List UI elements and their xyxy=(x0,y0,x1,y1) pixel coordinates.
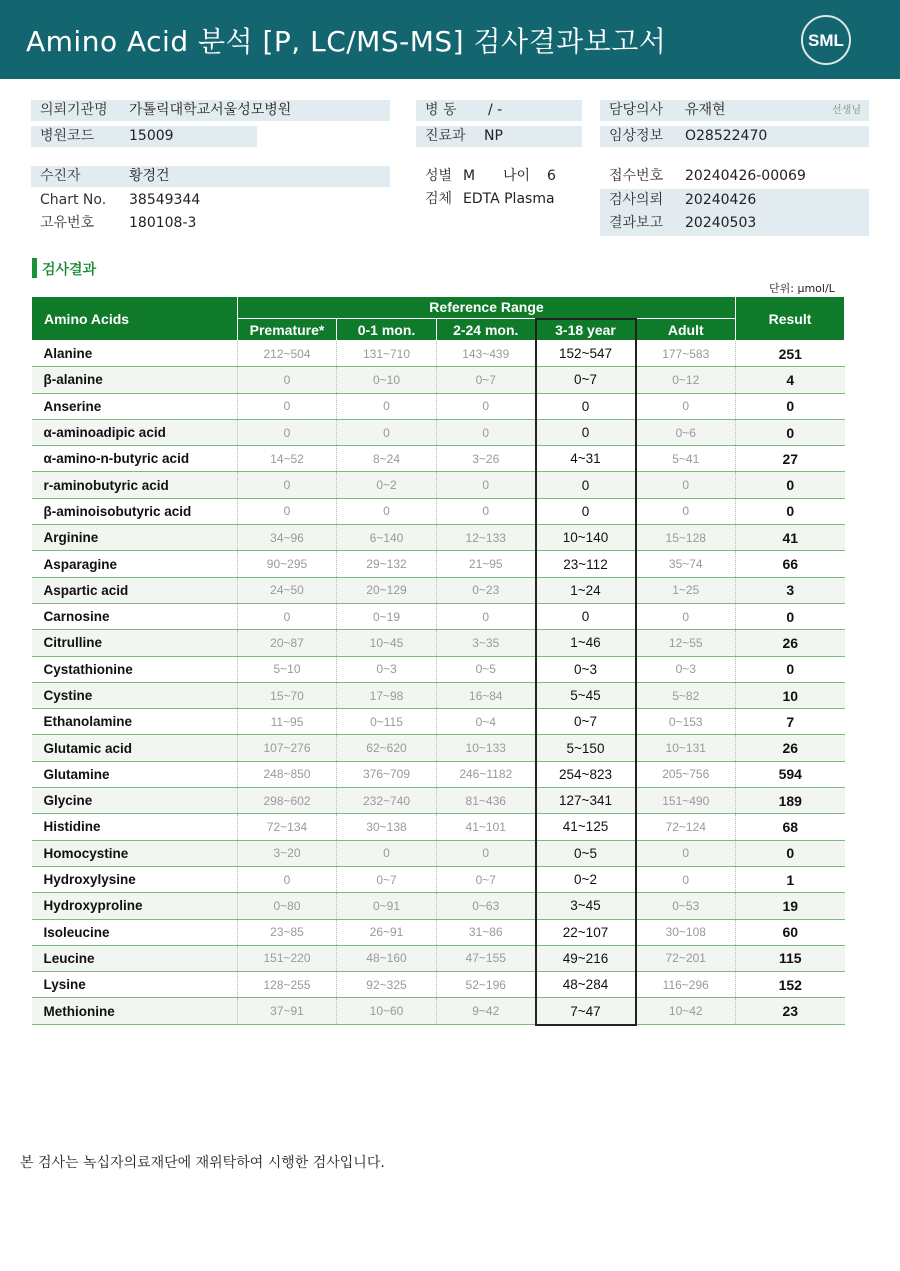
range-adult: 0 xyxy=(636,603,736,629)
chart-no-field xyxy=(31,190,390,211)
range-2-24-mon: 47~155 xyxy=(437,945,536,971)
dates-panel xyxy=(600,189,869,236)
amino-acid-name: Alanine xyxy=(32,341,238,367)
range-0-1-mon: 232~740 xyxy=(337,788,437,814)
range-0-1-mon: 8~24 xyxy=(337,446,437,472)
header-premature: Premature* xyxy=(238,319,337,341)
result-value: 189 xyxy=(736,788,845,814)
amino-acid-name: Histidine xyxy=(32,814,238,840)
range-3-18-year: 152~547 xyxy=(536,341,636,367)
range-premature: 3~20 xyxy=(238,840,337,866)
clinical-info-value: O28522470 xyxy=(685,128,768,144)
range-premature: 37~91 xyxy=(238,998,337,1025)
range-premature: 0 xyxy=(238,419,337,445)
amino-acid-name: Glutamic acid xyxy=(32,735,238,761)
range-0-1-mon: 0~91 xyxy=(337,893,437,919)
specimen-label: 검체 xyxy=(425,191,453,207)
range-2-24-mon: 0~63 xyxy=(437,893,536,919)
range-0-1-mon: 131~710 xyxy=(337,341,437,367)
range-premature: 128~255 xyxy=(238,972,337,998)
specimen-value: EDTA Plasma xyxy=(463,191,555,207)
amino-acid-name: Arginine xyxy=(32,525,238,551)
range-adult: 0 xyxy=(636,840,736,866)
result-value: 10 xyxy=(736,682,845,708)
requesting-org-label: 의뢰기관명 xyxy=(40,102,108,118)
result-value: 0 xyxy=(736,472,845,498)
table-row xyxy=(32,577,845,603)
range-2-24-mon: 0 xyxy=(437,472,536,498)
range-premature: 20~87 xyxy=(238,630,337,656)
ward-field xyxy=(416,100,582,121)
range-2-24-mon: 0 xyxy=(437,419,536,445)
range-premature: 298~602 xyxy=(238,788,337,814)
range-0-1-mon: 20~129 xyxy=(337,577,437,603)
result-value: 19 xyxy=(736,893,845,919)
result-value: 0 xyxy=(736,840,845,866)
range-2-24-mon: 12~133 xyxy=(437,525,536,551)
test-request-label: 검사의뢰 xyxy=(609,192,664,208)
range-0-1-mon: 30~138 xyxy=(337,814,437,840)
chart-no-value: 38549344 xyxy=(129,192,201,208)
range-premature: 23~85 xyxy=(238,919,337,945)
range-0-1-mon: 29~132 xyxy=(337,551,437,577)
range-0-1-mon: 0 xyxy=(337,840,437,866)
table-row xyxy=(32,393,845,419)
range-adult: 5~82 xyxy=(636,682,736,708)
amino-acid-name: α-aminoadipic acid xyxy=(32,419,238,445)
range-3-18-year: 48~284 xyxy=(536,972,636,998)
range-premature: 14~52 xyxy=(238,446,337,472)
doctor-suffix: 선생님 xyxy=(832,105,861,116)
table-row xyxy=(32,419,845,445)
clinical-info-label: 임상정보 xyxy=(609,128,664,144)
range-2-24-mon: 0 xyxy=(437,603,536,629)
range-premature: 0 xyxy=(238,472,337,498)
svg-text:SML: SML xyxy=(808,31,844,50)
range-premature: 107~276 xyxy=(238,735,337,761)
table-row xyxy=(32,893,845,919)
table-row xyxy=(32,735,845,761)
department-value: NP xyxy=(484,128,503,144)
range-adult: 15~128 xyxy=(636,525,736,551)
table-row xyxy=(32,341,845,367)
range-premature: 151~220 xyxy=(238,945,337,971)
range-3-18-year: 1~24 xyxy=(536,577,636,603)
range-3-18-year: 5~150 xyxy=(536,735,636,761)
range-0-1-mon: 17~98 xyxy=(337,682,437,708)
range-2-24-mon: 31~86 xyxy=(437,919,536,945)
requesting-org-value: 가톨릭대학교서울성모병원 xyxy=(129,102,292,118)
amino-acid-name: Isoleucine xyxy=(32,919,238,945)
amino-acid-name: Methionine xyxy=(32,998,238,1025)
range-0-1-mon: 0~7 xyxy=(337,866,437,892)
range-2-24-mon: 3~35 xyxy=(437,630,536,656)
sex-value: M xyxy=(463,168,476,184)
result-value: 0 xyxy=(736,656,845,682)
reception-no-field xyxy=(600,166,869,187)
range-2-24-mon: 0~7 xyxy=(437,367,536,393)
range-3-18-year: 1~46 xyxy=(536,630,636,656)
range-0-1-mon: 62~620 xyxy=(337,735,437,761)
range-0-1-mon: 0~115 xyxy=(337,709,437,735)
range-2-24-mon: 246~1182 xyxy=(437,761,536,787)
result-value: 41 xyxy=(736,525,845,551)
range-premature: 90~295 xyxy=(238,551,337,577)
header-amino-acids: Amino Acids xyxy=(32,297,238,341)
range-3-18-year: 5~45 xyxy=(536,682,636,708)
range-adult: 0~53 xyxy=(636,893,736,919)
hospital-code-label: 병원코드 xyxy=(40,128,95,144)
result-value: 26 xyxy=(736,630,845,656)
result-report-label: 결과보고 xyxy=(609,215,664,231)
amino-acid-name: Leucine xyxy=(32,945,238,971)
range-0-1-mon: 0~3 xyxy=(337,656,437,682)
table-row xyxy=(32,551,845,577)
range-0-1-mon: 0 xyxy=(337,419,437,445)
amino-acid-name: Citrulline xyxy=(32,630,238,656)
range-2-24-mon: 41~101 xyxy=(437,814,536,840)
ward-value: / - xyxy=(488,102,503,118)
range-adult: 0~12 xyxy=(636,367,736,393)
result-value: 68 xyxy=(736,814,845,840)
table-row xyxy=(32,525,845,551)
range-adult: 116~296 xyxy=(636,972,736,998)
table-row xyxy=(32,866,845,892)
header-reference-range: Reference Range xyxy=(238,297,736,319)
patient-value: 황경건 xyxy=(129,168,170,184)
requesting-org-field xyxy=(31,100,390,121)
result-value: 27 xyxy=(736,446,845,472)
range-3-18-year: 23~112 xyxy=(536,551,636,577)
table-row xyxy=(32,840,845,866)
range-premature: 0~80 xyxy=(238,893,337,919)
result-value: 7 xyxy=(736,709,845,735)
patient-field xyxy=(31,166,390,187)
amino-acid-name: β-aminoisobutyric acid xyxy=(32,498,238,524)
range-adult: 0~3 xyxy=(636,656,736,682)
range-adult: 30~108 xyxy=(636,919,736,945)
range-adult: 1~25 xyxy=(636,577,736,603)
range-adult: 177~583 xyxy=(636,341,736,367)
range-premature: 0 xyxy=(238,498,337,524)
unique-no-label: 고유번호 xyxy=(40,215,95,231)
table-row xyxy=(32,814,845,840)
specimen-field xyxy=(416,189,582,210)
range-3-18-year: 254~823 xyxy=(536,761,636,787)
result-value: 4 xyxy=(736,367,845,393)
range-adult: 72~124 xyxy=(636,814,736,840)
test-request-field xyxy=(600,190,869,211)
range-3-18-year: 0~7 xyxy=(536,709,636,735)
range-0-1-mon: 10~45 xyxy=(337,630,437,656)
range-premature: 212~504 xyxy=(238,341,337,367)
range-2-24-mon: 81~436 xyxy=(437,788,536,814)
unique-no-field xyxy=(31,213,390,234)
section-title: 검사결과 xyxy=(42,262,97,278)
header-result: Result xyxy=(736,297,845,341)
result-value: 0 xyxy=(736,393,845,419)
range-3-18-year: 10~140 xyxy=(536,525,636,551)
footer-note: 본 검사는 녹십자의료재단에 재위탁하여 시행한 검사입니다. xyxy=(20,1155,385,1171)
amino-acid-name: Hydroxyproline xyxy=(32,893,238,919)
table-row xyxy=(32,788,845,814)
range-premature: 5~10 xyxy=(238,656,337,682)
result-value: 594 xyxy=(736,761,845,787)
department-field xyxy=(416,126,582,147)
range-premature: 0 xyxy=(238,367,337,393)
clinical-info-field xyxy=(600,126,869,147)
range-2-24-mon: 0 xyxy=(437,498,536,524)
range-3-18-year: 0 xyxy=(536,603,636,629)
range-premature: 0 xyxy=(238,866,337,892)
range-2-24-mon: 0 xyxy=(437,393,536,419)
range-adult: 0 xyxy=(636,866,736,892)
table-row xyxy=(32,630,845,656)
result-value: 26 xyxy=(736,735,845,761)
range-3-18-year: 7~47 xyxy=(536,998,636,1025)
range-2-24-mon: 21~95 xyxy=(437,551,536,577)
range-0-1-mon: 6~140 xyxy=(337,525,437,551)
range-3-18-year: 41~125 xyxy=(536,814,636,840)
range-premature: 24~50 xyxy=(238,577,337,603)
range-adult: 35~74 xyxy=(636,551,736,577)
doctor-value: 유재현 xyxy=(685,102,726,118)
range-0-1-mon: 0~10 xyxy=(337,367,437,393)
table-row xyxy=(32,945,845,971)
range-adult: 5~41 xyxy=(636,446,736,472)
range-2-24-mon: 143~439 xyxy=(437,341,536,367)
test-request-value: 20240426 xyxy=(685,192,757,208)
amino-acid-name: r-aminobutyric acid xyxy=(32,472,238,498)
range-3-18-year: 22~107 xyxy=(536,919,636,945)
range-premature: 0 xyxy=(238,603,337,629)
range-2-24-mon: 16~84 xyxy=(437,682,536,708)
range-adult: 0~6 xyxy=(636,419,736,445)
range-2-24-mon: 0~7 xyxy=(437,866,536,892)
header-0-1-mon: 0-1 mon. xyxy=(337,319,437,341)
table-row xyxy=(32,446,845,472)
range-0-1-mon: 0~19 xyxy=(337,603,437,629)
range-3-18-year: 0~7 xyxy=(536,367,636,393)
amino-acid-name: Homocystine xyxy=(32,840,238,866)
range-2-24-mon: 0~5 xyxy=(437,656,536,682)
range-2-24-mon: 0~4 xyxy=(437,709,536,735)
range-2-24-mon: 0 xyxy=(437,840,536,866)
ward-label: 병 동 xyxy=(425,102,457,118)
table-row xyxy=(32,709,845,735)
result-value: 0 xyxy=(736,603,845,629)
result-report-value: 20240503 xyxy=(685,215,757,231)
range-premature: 11~95 xyxy=(238,709,337,735)
department-label: 진료과 xyxy=(425,128,466,144)
table-row xyxy=(32,367,845,393)
range-adult: 0 xyxy=(636,498,736,524)
amino-acid-name: α-amino-n-butyric acid xyxy=(32,446,238,472)
unique-no-value: 180108-3 xyxy=(129,215,197,231)
range-2-24-mon: 3~26 xyxy=(437,446,536,472)
range-premature: 248~850 xyxy=(238,761,337,787)
table-row xyxy=(32,472,845,498)
range-0-1-mon: 0 xyxy=(337,498,437,524)
result-value: 0 xyxy=(736,419,845,445)
amino-acid-name: Glycine xyxy=(32,788,238,814)
amino-acid-name: Glutamine xyxy=(32,761,238,787)
range-3-18-year: 49~216 xyxy=(536,945,636,971)
range-0-1-mon: 26~91 xyxy=(337,919,437,945)
range-premature: 34~96 xyxy=(238,525,337,551)
range-3-18-year: 0~3 xyxy=(536,656,636,682)
result-value: 60 xyxy=(736,919,845,945)
range-3-18-year: 0 xyxy=(536,498,636,524)
reception-no-label: 접수번호 xyxy=(609,168,664,184)
patient-label: 수진자 xyxy=(40,168,81,184)
range-adult: 205~756 xyxy=(636,761,736,787)
amino-acid-name: Cystine xyxy=(32,682,238,708)
result-value: 152 xyxy=(736,972,845,998)
amino-acid-name: Asparagine xyxy=(32,551,238,577)
table-row xyxy=(32,603,845,629)
amino-acid-name: Lysine xyxy=(32,972,238,998)
result-value: 251 xyxy=(736,341,845,367)
hospital-code-field xyxy=(31,126,257,147)
table-row xyxy=(32,498,845,524)
reception-no-value: 20240426-00069 xyxy=(685,168,806,184)
header-2-24-mon: 2-24 mon. xyxy=(437,319,536,341)
amino-acid-name: Anserine xyxy=(32,393,238,419)
range-adult: 151~490 xyxy=(636,788,736,814)
range-2-24-mon: 9~42 xyxy=(437,998,536,1025)
result-report-field xyxy=(600,213,869,234)
range-adult: 10~131 xyxy=(636,735,736,761)
table-row xyxy=(32,919,845,945)
sex-label: 성별 xyxy=(425,168,453,184)
header-adult: Adult xyxy=(636,319,736,341)
report-header xyxy=(0,0,900,79)
range-0-1-mon: 92~325 xyxy=(337,972,437,998)
range-adult: 72~201 xyxy=(636,945,736,971)
results-body xyxy=(32,341,845,1025)
sml-logo xyxy=(800,14,852,66)
header-3-18-year: 3-18 year xyxy=(536,319,636,341)
range-0-1-mon: 48~160 xyxy=(337,945,437,971)
table-row xyxy=(32,682,845,708)
doctor-field xyxy=(600,100,869,121)
range-0-1-mon: 0 xyxy=(337,393,437,419)
table-row xyxy=(32,761,845,787)
range-adult: 0~153 xyxy=(636,709,736,735)
range-premature: 15~70 xyxy=(238,682,337,708)
result-value: 0 xyxy=(736,498,845,524)
range-3-18-year: 3~45 xyxy=(536,893,636,919)
table-row xyxy=(32,656,845,682)
amino-acid-name: β-alanine xyxy=(32,367,238,393)
section-marker xyxy=(32,258,37,278)
hospital-code-value: 15009 xyxy=(129,128,174,144)
age-label: 나이 xyxy=(503,168,531,184)
range-0-1-mon: 10~60 xyxy=(337,998,437,1025)
range-2-24-mon: 52~196 xyxy=(437,972,536,998)
range-2-24-mon: 10~133 xyxy=(437,735,536,761)
range-premature: 72~134 xyxy=(238,814,337,840)
range-adult: 12~55 xyxy=(636,630,736,656)
result-value: 1 xyxy=(736,866,845,892)
range-3-18-year: 0 xyxy=(536,393,636,419)
table-row xyxy=(32,972,845,998)
table-row xyxy=(32,998,845,1025)
result-value: 3 xyxy=(736,577,845,603)
amino-acid-results-table xyxy=(31,296,845,1026)
doctor-label: 담당의사 xyxy=(609,102,664,118)
range-3-18-year: 0 xyxy=(536,472,636,498)
range-0-1-mon: 0~2 xyxy=(337,472,437,498)
age-value: 6 xyxy=(547,168,556,184)
amino-acid-name: Ethanolamine xyxy=(32,709,238,735)
unit-label: 단위: μmol/L xyxy=(769,282,835,295)
range-3-18-year: 0~2 xyxy=(536,866,636,892)
amino-acid-name: Aspartic acid xyxy=(32,577,238,603)
range-adult: 0 xyxy=(636,393,736,419)
range-3-18-year: 0~5 xyxy=(536,840,636,866)
amino-acid-name: Hydroxylysine xyxy=(32,866,238,892)
range-0-1-mon: 376~709 xyxy=(337,761,437,787)
chart-no-label: Chart No. xyxy=(40,192,107,208)
amino-acid-name: Carnosine xyxy=(32,603,238,629)
amino-acid-name: Cystathionine xyxy=(32,656,238,682)
range-premature: 0 xyxy=(238,393,337,419)
sex-age-field xyxy=(416,166,582,187)
result-value: 115 xyxy=(736,945,845,971)
result-value: 23 xyxy=(736,998,845,1025)
range-3-18-year: 0 xyxy=(536,419,636,445)
range-3-18-year: 4~31 xyxy=(536,446,636,472)
result-value: 66 xyxy=(736,551,845,577)
report-title: Amino Acid 분석 [P, LC/MS-MS] 검사결과보고서 xyxy=(26,25,667,58)
range-adult: 10~42 xyxy=(636,998,736,1025)
range-3-18-year: 127~341 xyxy=(536,788,636,814)
range-adult: 0 xyxy=(636,472,736,498)
range-2-24-mon: 0~23 xyxy=(437,577,536,603)
